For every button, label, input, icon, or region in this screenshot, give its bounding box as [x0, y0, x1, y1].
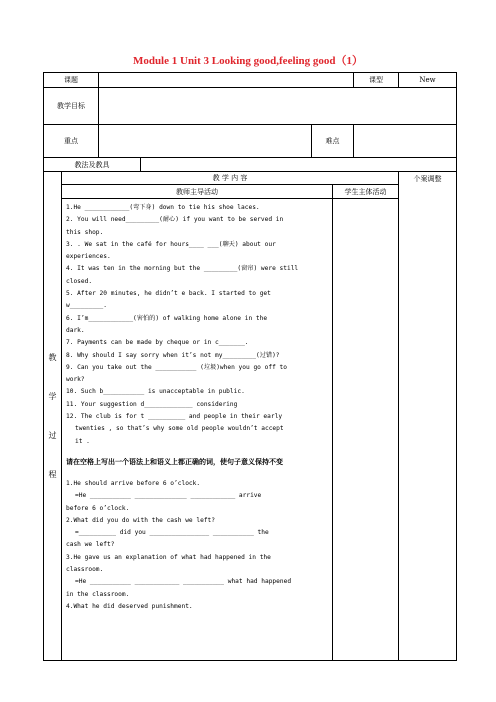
exercise-line: experiences. — [66, 253, 111, 261]
exercise-line: 9. Can you take out the ___________ (垃圾)when you go off to — [66, 363, 287, 371]
instruction-text: 请在空格上写出一个语法上和语义上都正确的词，使句子意义保持不变 — [66, 457, 283, 466]
exercise-line: 7. Payments can be made by cheque or in c_______. — [66, 339, 249, 347]
rewrite-line: =He ___________ ______________ ____________ arrive — [75, 492, 262, 500]
type-label: 课型 — [354, 73, 399, 88]
exercise-line: 3. . We sat in the café for hours____ ___(聊天) about our — [66, 240, 276, 248]
method-label: 教法及教具 — [44, 158, 141, 172]
adjust-header: 个案调整 — [399, 172, 457, 661]
exercise-line: it . — [75, 437, 90, 445]
rewrite-line: in the classroom. — [66, 590, 130, 598]
rewrite-line: before 6 o’clock. — [66, 504, 130, 512]
student-header: 学生主体活动 — [333, 185, 399, 199]
goal-value — [99, 88, 457, 125]
rewrite-line: 2.What did you do with the cash we left? — [66, 516, 216, 524]
method-value — [141, 158, 457, 172]
exercise-line: 4. It was ten in the morning but the _________(窗帘) were still — [66, 265, 299, 273]
student-activity-cell — [333, 199, 399, 661]
exercise-line: dark. — [66, 326, 85, 334]
topic-value — [99, 73, 354, 88]
topic-label: 课题 — [44, 73, 99, 88]
content-header: 教 学 内 容 — [62, 172, 399, 185]
difficult-label: 难点 — [312, 125, 354, 158]
key-value — [99, 125, 312, 158]
teacher-header: 教师主导活动 — [62, 185, 333, 199]
exercise-line: twenties , so that’s why some old people wouldn’t accept — [75, 425, 284, 433]
process-side-label: 教 学 过 程 — [44, 172, 62, 661]
document-title: Module 1 Unit 3 Looking good,feeling good（1） — [132, 55, 364, 67]
exercise-line: 11. Your suggestion d_____________ considering — [66, 400, 238, 408]
rewrite-line: 3.He gave us an explanation of what had happened in the — [66, 553, 271, 561]
exercise-line: w_________. — [66, 302, 107, 310]
exercise-line: 10. Such b___________ is unacceptable in public. — [66, 388, 245, 396]
rewrite-line: cash we left? — [66, 541, 115, 549]
rewrite-line: =__________ did you ________________ ___________ the — [75, 529, 269, 537]
rewrite-line: classroom. — [66, 566, 104, 574]
exercise-line: closed. — [66, 277, 93, 285]
exercise-line: 1.He ____________(弯下身) down to tie his shoe laces. — [66, 204, 260, 211]
key-label: 重点 — [44, 125, 99, 158]
type-value: New — [399, 73, 457, 88]
rewrite-line: =He ___________ ____________ ___________ what had happened — [75, 578, 292, 586]
exercise-line: 12. The club is for t __________ and people in their early — [66, 413, 283, 421]
exercise-line: 2. You will need_________(耐心) if you want to be served in — [66, 216, 284, 224]
exercise-line: 8. Why should I say sorry when it’s not my_________(过错)? — [66, 351, 280, 359]
exercise-line: 6. I’m____________(害怕的) of walking home alone in the — [66, 314, 268, 322]
exercise-line: this shop. — [66, 228, 104, 236]
exercise-line: 5. After 20 minutes, he didn’t e back. I started to get — [66, 290, 271, 298]
exercise-content — [62, 199, 333, 661]
goal-label: 教学目标 — [44, 88, 99, 125]
difficult-value — [354, 125, 457, 158]
exercise-line: work? — [66, 376, 85, 384]
process-table — [43, 171, 457, 661]
rewrite-line: 4.What he did deserved punishment. — [66, 602, 193, 610]
rewrite-line: 1.He should arrive before 6 o’clock. — [66, 479, 201, 487]
header-table — [43, 72, 457, 172]
